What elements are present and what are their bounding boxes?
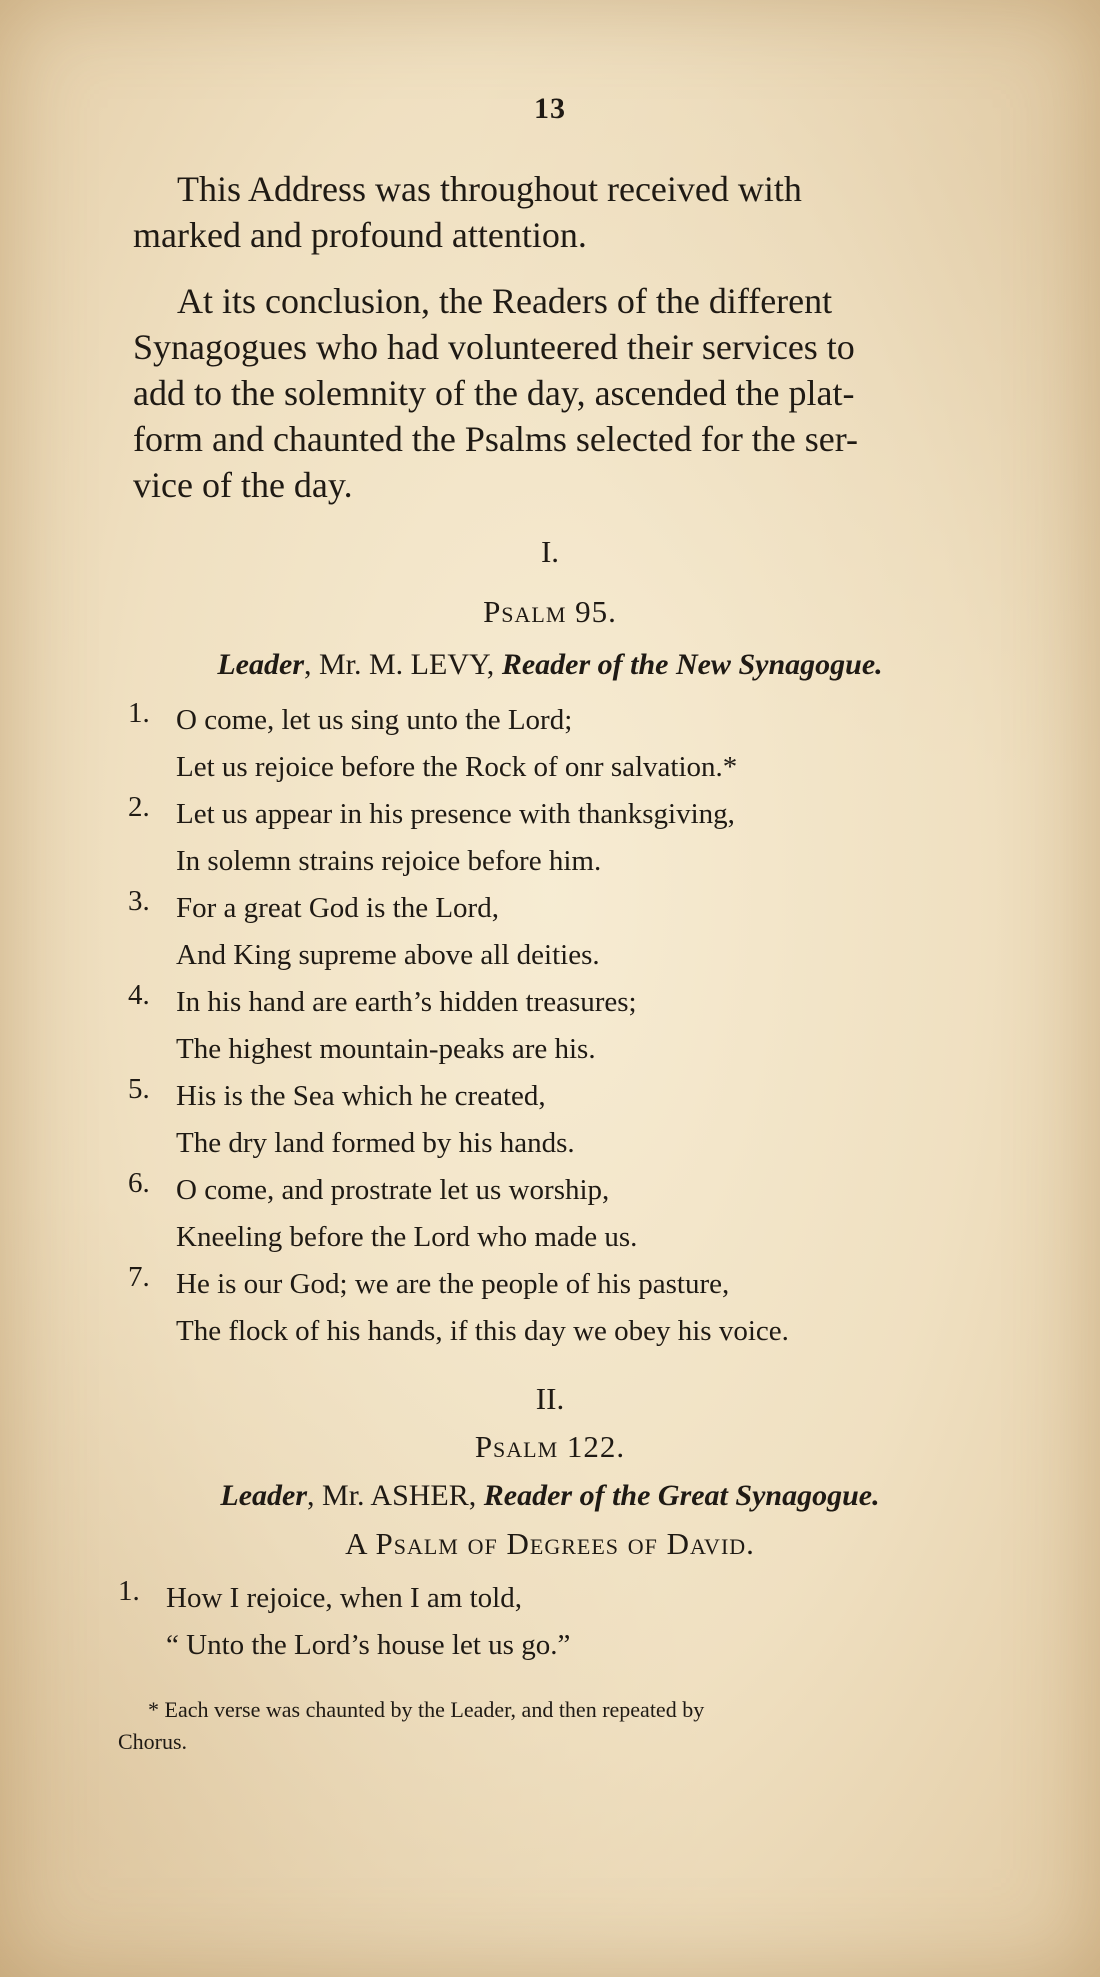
text-line: form and chaunted the Psalms selected for the ser- xyxy=(133,419,859,459)
verse-line: And King supreme above all deities. xyxy=(176,939,600,971)
psalm-95-verses xyxy=(128,697,1048,1355)
verse xyxy=(128,791,1048,885)
leader-label: Leader xyxy=(220,1479,308,1512)
verse xyxy=(128,697,1048,791)
section-1-leader-line xyxy=(0,645,1100,685)
intro-paragraph-1 xyxy=(133,166,1036,258)
verse xyxy=(118,1575,1038,1669)
verse-number: 6. xyxy=(128,1167,150,1199)
verse-line: “ Unto the Lord’s house let us go.” xyxy=(166,1629,571,1661)
verse-number: 1. xyxy=(128,697,150,729)
verse xyxy=(128,979,1048,1073)
text-line: This Address was throughout received with xyxy=(177,169,802,209)
verse xyxy=(128,885,1048,979)
text-line: add to the solemnity of the day, ascended the plat- xyxy=(133,373,855,413)
leader-label: Leader xyxy=(217,648,304,681)
verse-line: The dry land formed by his hands. xyxy=(176,1127,575,1159)
verse-number: 5. xyxy=(128,1073,150,1105)
leader-role: Reader of the Great Synagogue. xyxy=(483,1479,880,1512)
text-line: marked and profound attention. xyxy=(133,215,587,255)
page-number: 13 xyxy=(534,92,566,125)
section-1-psalm-title: Psalm 95. xyxy=(483,594,617,629)
verse-line: The highest mountain-peaks are his. xyxy=(176,1033,596,1065)
verse-line: How I rejoice, when I am told, xyxy=(166,1582,522,1614)
verse-line: He is our God; we are the people of his pasture, xyxy=(176,1268,730,1300)
verse xyxy=(128,1167,1048,1261)
section-2-numeral: II. xyxy=(535,1381,565,1416)
verse-line: In solemn strains rejoice before him. xyxy=(176,845,602,877)
footnote-line: Chorus. xyxy=(118,1729,188,1754)
verse-line: Let us appear in his presence with thanksgiving, xyxy=(176,798,735,830)
intro-paragraph-2 xyxy=(133,278,1036,508)
footnote-line: * Each verse was chaunted by the Leader, and then repeated by xyxy=(148,1697,705,1722)
verse-line: In his hand are earth’s hidden treasures; xyxy=(176,986,637,1018)
psalm-122-verses xyxy=(118,1575,1038,1669)
verse-line: O come, and prostrate let us worship, xyxy=(176,1174,610,1206)
text-line: At its conclusion, the Readers of the different xyxy=(177,281,833,321)
verse-line: Kneeling before the Lord who made us. xyxy=(176,1221,638,1253)
leader-name: , Mr. M. LEVY, xyxy=(304,648,502,681)
verse-number: 2. xyxy=(128,791,150,823)
verse-line: Let us rejoice before the Rock of onr salvation.* xyxy=(176,751,738,783)
verse-line: For a great God is the Lord, xyxy=(176,892,499,924)
footnote xyxy=(118,1694,970,1758)
section-1-numeral: I. xyxy=(540,534,560,569)
leader-name: , Mr. ASHER, xyxy=(307,1479,484,1512)
text-line: Synagogues who had volunteered their services to xyxy=(133,327,855,367)
verse-number: 1. xyxy=(118,1575,140,1607)
verse xyxy=(128,1261,1048,1355)
verse-number: 3. xyxy=(128,885,150,917)
text-line: vice of the day. xyxy=(133,465,353,505)
section-2-psalm-title: Psalm 122. xyxy=(474,1429,626,1464)
verse-number: 7. xyxy=(128,1261,150,1293)
section-2-subtitle: A Psalm of Degrees of David. xyxy=(345,1526,755,1561)
verse-line: His is the Sea which he created, xyxy=(176,1080,546,1112)
verse-line: O come, let us sing unto the Lord; xyxy=(176,704,573,736)
verse-line: The flock of his hands, if this day we obey his voice. xyxy=(176,1315,789,1347)
section-2-leader-line xyxy=(0,1476,1100,1516)
verse-number: 4. xyxy=(128,979,150,1011)
verse xyxy=(128,1073,1048,1167)
leader-role: Reader of the New Synagogue. xyxy=(501,648,883,681)
